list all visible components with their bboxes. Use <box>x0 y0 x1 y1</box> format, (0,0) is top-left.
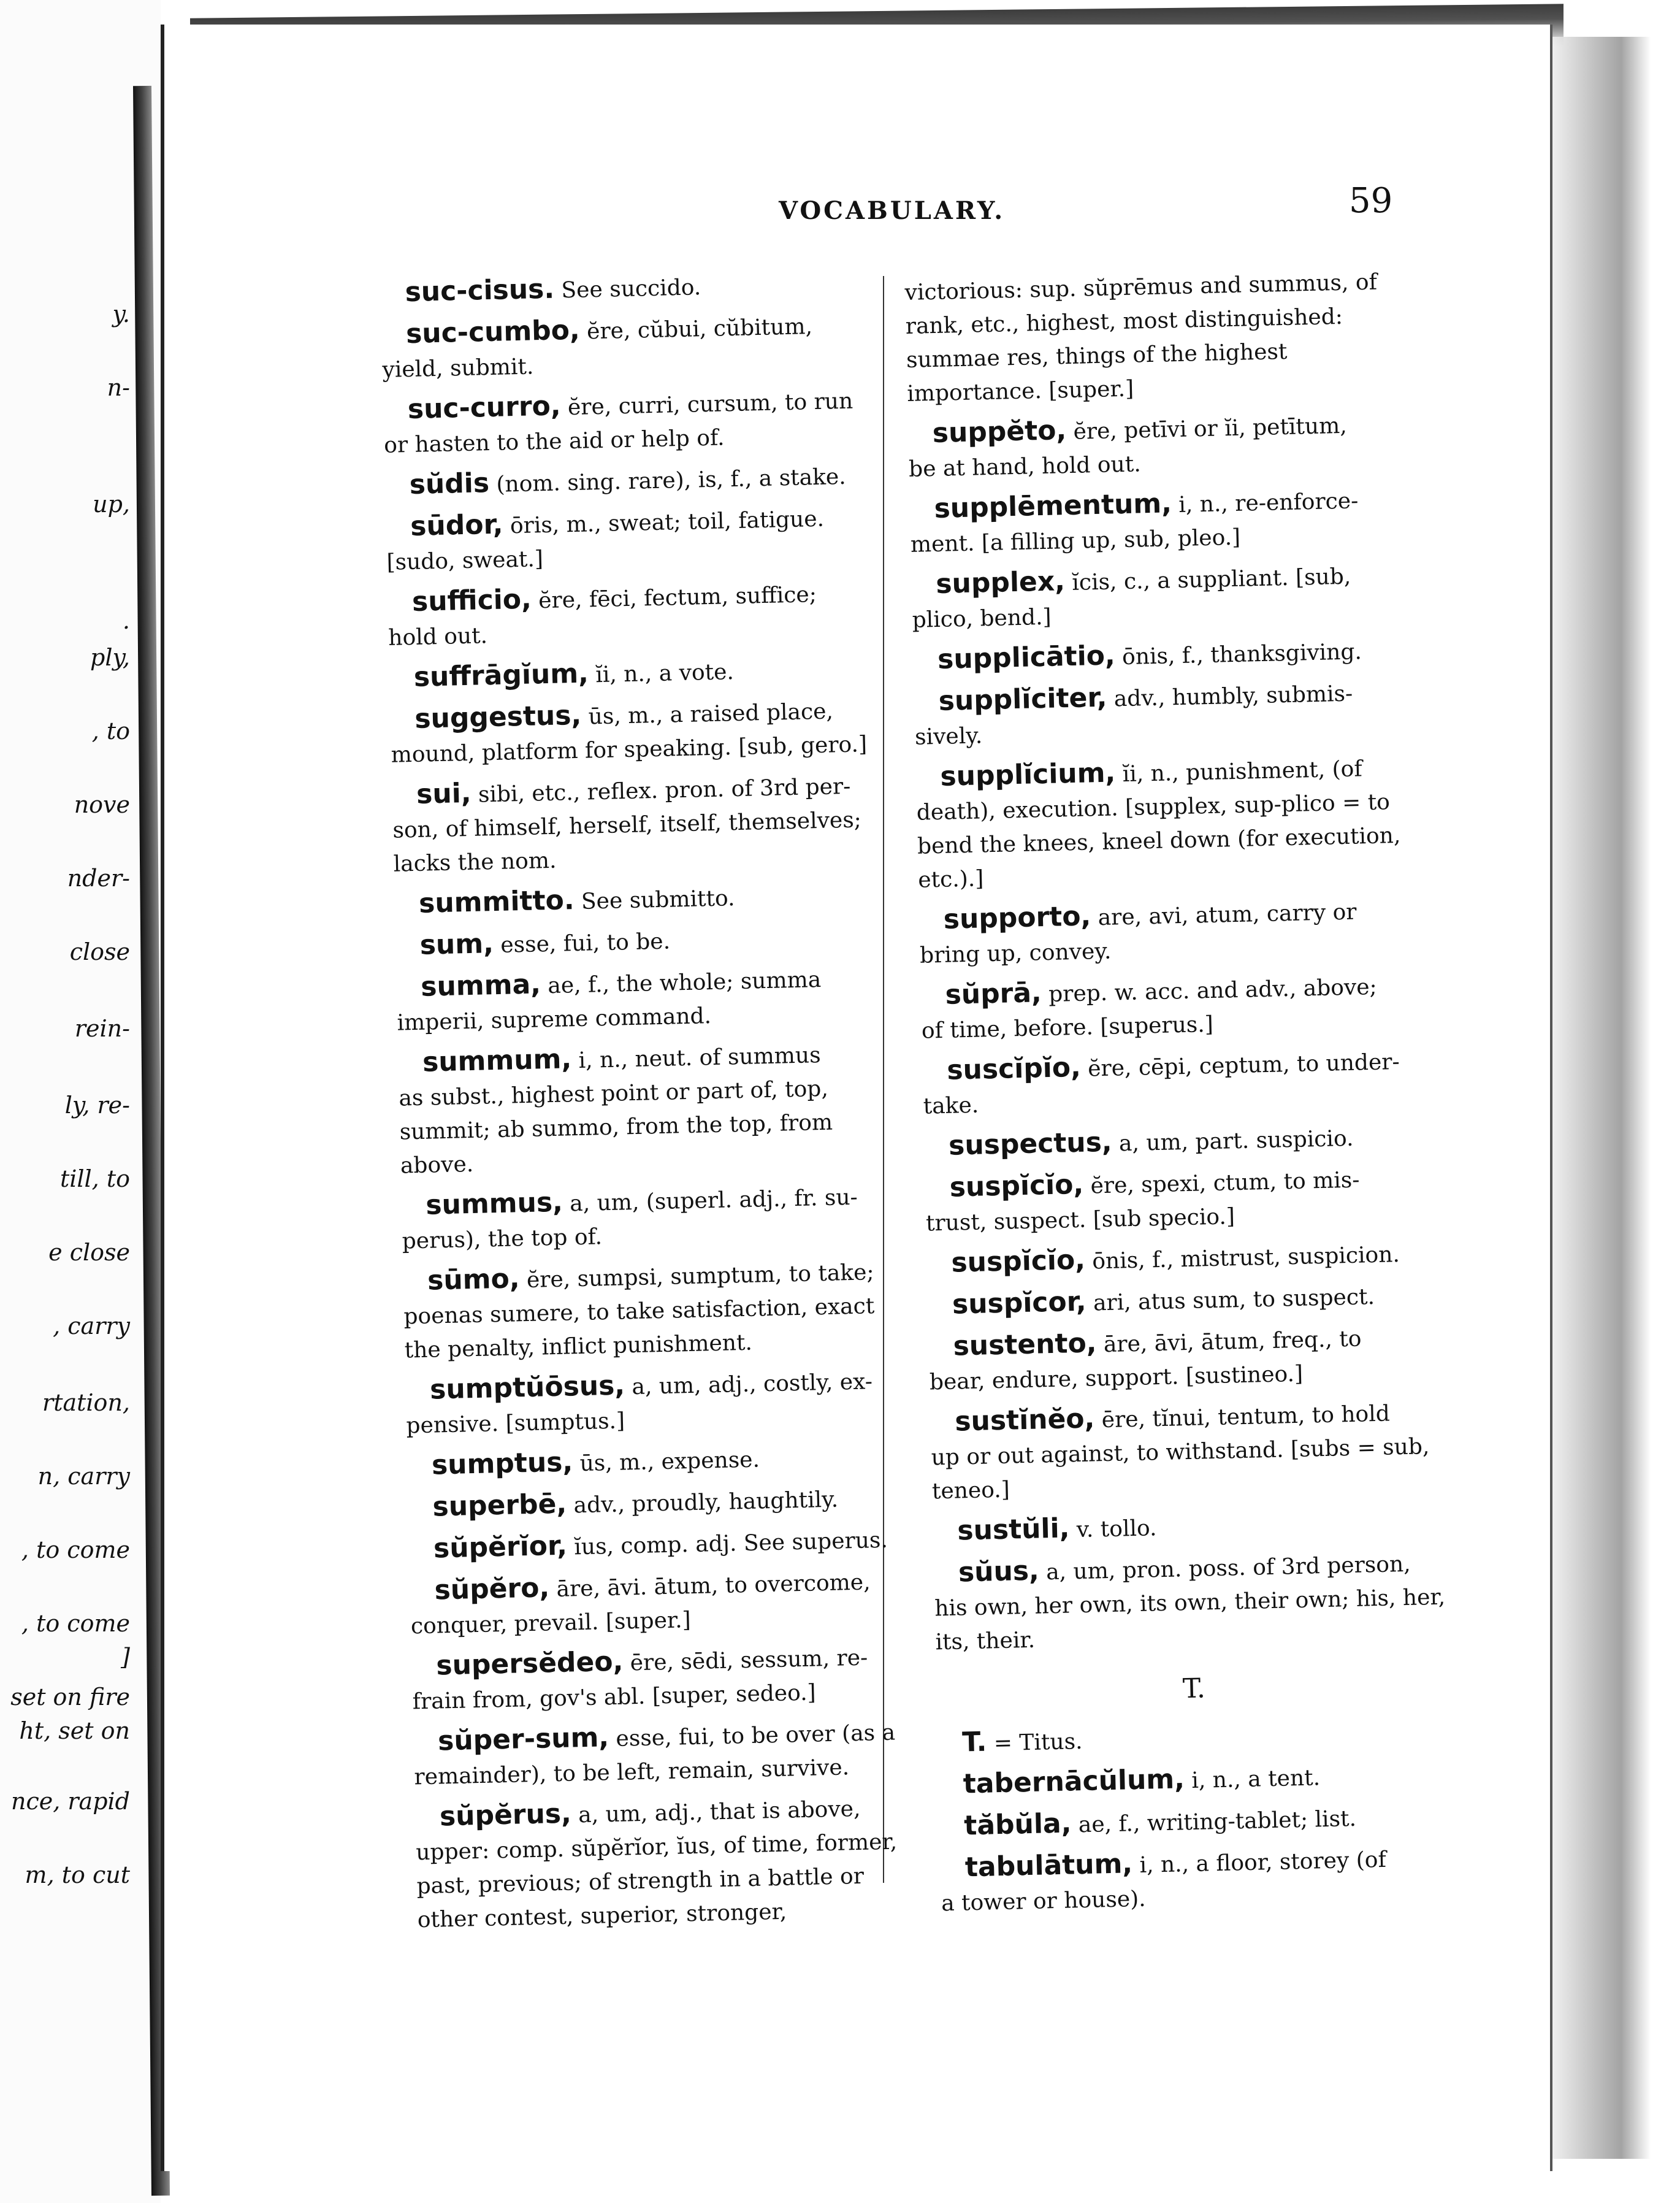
facing-text: , to come <box>21 1610 130 1637</box>
dictionary-entry <box>390 691 894 772</box>
entry-gloss: See succido. <box>554 275 701 304</box>
facing-text: nce, rapid <box>10 1788 130 1815</box>
headword: supplēmentum, <box>934 488 1172 524</box>
dictionary-entry <box>922 1043 1438 1124</box>
dictionary-entry <box>408 1521 912 1568</box>
entry-continuation: bring up, convey. <box>919 938 1112 968</box>
headword: sumptus, <box>431 1446 573 1481</box>
entry-gloss: ĕre, petīvi or ĭi, petītum, <box>1066 413 1348 445</box>
entry-first-line <box>384 457 888 504</box>
headword: sŭpĕrus, <box>439 1798 572 1833</box>
headword: suc-cisus. <box>405 273 555 308</box>
headword: suppĕto, <box>932 415 1067 450</box>
dictionary-entry <box>408 1479 911 1527</box>
entry-gloss: ĕre, cŭbui, cŭbitum, <box>579 314 813 345</box>
headword: sŭus, <box>958 1555 1040 1588</box>
facing-text: ply, <box>90 644 130 671</box>
entry-gloss: ūs, m., expense. <box>572 1447 760 1477</box>
facing-text: nove <box>74 791 130 818</box>
entry-gloss: ĭi, n., punishment, (of <box>1115 756 1363 787</box>
headword: suffrāgĭum, <box>413 657 589 693</box>
entry-continuation: a tower or house). <box>941 1886 1147 1917</box>
headword: summa, <box>420 968 541 1003</box>
entry-continuation: or hasten to the aid or help of. <box>383 425 725 458</box>
dictionary-entry <box>927 1277 1443 1324</box>
left-column <box>380 264 920 1943</box>
dictionary-entry <box>381 306 885 387</box>
entry-first-line <box>408 1521 912 1568</box>
headword: suc-curro, <box>407 390 562 426</box>
facing-text: ht, set on <box>19 1717 130 1744</box>
entry-continuation: conquer, prevail. [super.] <box>410 1607 692 1639</box>
headword: supporto, <box>943 900 1091 935</box>
headword: summus, <box>425 1186 563 1221</box>
headword: supplex, <box>935 565 1066 600</box>
entry-gloss: ūs, m., a raised place, <box>581 699 834 730</box>
headword: sūmo, <box>427 1263 521 1297</box>
headword: superbē, <box>432 1488 567 1523</box>
entry-continuation: remainder), to be left, remain, survive. <box>414 1755 850 1790</box>
entry-first-line <box>938 1756 1454 1803</box>
headword: sui, <box>416 777 472 810</box>
dictionary-entry <box>937 1714 1453 1761</box>
dictionary-entry <box>938 1756 1454 1803</box>
continued-entry <box>904 264 1422 411</box>
facing-text: rein- <box>74 1015 130 1042</box>
section-letter: T. <box>1182 1672 1206 1705</box>
headword: suspectus, <box>948 1126 1113 1162</box>
headword: sŭpĕro, <box>434 1572 550 1606</box>
entry-gloss: ĕre, fēci, fectum, suffice; <box>531 581 817 614</box>
entry-gloss: ae, f., the whole; summa <box>540 967 822 999</box>
dictionary-entry <box>909 481 1426 562</box>
dictionary-entry <box>383 381 887 462</box>
facing-text: . <box>122 607 130 634</box>
entry-continuation: hold out. <box>388 623 488 651</box>
facing-text: y. <box>112 301 130 328</box>
entry-continuation: be at hand, hold out. <box>908 451 1142 482</box>
headword: sustĭnĕo, <box>954 1403 1095 1438</box>
headword: suspĭcor, <box>952 1285 1087 1320</box>
entry-first-line <box>395 918 898 965</box>
entry-gloss: ĕre, cēpi, ceptum, to under- <box>1080 1049 1400 1082</box>
entry-first-line <box>937 1714 1453 1761</box>
headword: supplĭcium, <box>939 757 1116 792</box>
dictionary-entry <box>925 1160 1441 1241</box>
entry-continuation: pensive. [sumptus.] <box>406 1408 625 1439</box>
dictionary-entry <box>394 876 898 923</box>
entry-continuation: of time, before. [superus.] <box>921 1011 1214 1044</box>
entry-gloss: ĭi, n., a vote. <box>588 659 735 688</box>
headword: supplicātio, <box>937 640 1116 675</box>
headword: sum, <box>419 928 494 961</box>
entry-gloss: a, um, part. suspicio. <box>1112 1125 1354 1157</box>
headword: supersĕdeo, <box>435 1646 624 1682</box>
entry-gloss: sibi, etc., reflex. pron. of 3rd per- <box>471 773 851 808</box>
entry-first-line <box>933 1503 1448 1550</box>
entry-gloss: āre, āvi. ātum, to overcome, <box>549 1569 871 1603</box>
entry-first-line <box>927 1277 1443 1324</box>
facing-text: ] <box>121 1644 130 1671</box>
t-entries <box>937 1714 1457 1920</box>
dictionary-entry <box>924 1118 1440 1165</box>
entry-gloss: prep. w. acc. and adv., above; <box>1041 974 1378 1008</box>
dictionary-entry <box>395 918 898 965</box>
dictionary-entry <box>401 1178 905 1259</box>
headword: suc-cumbo, <box>405 314 581 350</box>
facing-text: nder- <box>67 865 130 892</box>
entry-gloss: ĕre, spexi, ctum, to mis- <box>1083 1167 1360 1199</box>
entry-gloss: ōnis, f., mistrust, suspicion. <box>1085 1242 1400 1274</box>
dictionary-entry <box>933 1503 1448 1550</box>
facing-text: rtation, <box>42 1389 130 1416</box>
headword: T. <box>961 1726 987 1758</box>
headword: summitto. <box>418 884 575 919</box>
dictionary-entry <box>411 1638 915 1719</box>
headword: sŭpĕrĭor, <box>433 1530 568 1565</box>
entry-first-line <box>389 649 892 697</box>
entry-gloss: a, um, (superl. adj., fr. su- <box>562 1184 858 1217</box>
headword: sustŭli, <box>956 1512 1070 1547</box>
entry-continuation: up or out against, to withstand. [subs = sub, teneo.] <box>931 1434 1430 1504</box>
dictionary-entry <box>914 673 1430 754</box>
entry-continuation: plico, bend.] <box>912 604 1052 633</box>
entry-continuation: son, of himself, herself, itself, themselves; lacks the nom. <box>392 807 862 877</box>
headword: sŭdis <box>409 467 490 500</box>
entry-gloss: ĭus, comp. adj. See superus. <box>567 1527 888 1560</box>
headword: suspĭcĭo, <box>950 1244 1086 1279</box>
entry-gloss: i, n., neut. of summus <box>571 1043 822 1074</box>
headword: tabernācŭlum, <box>963 1763 1185 1800</box>
headword: sŭprā, <box>945 977 1042 1011</box>
dictionary-entry <box>386 499 890 580</box>
entry-gloss: ae, f., writing-tablet; list. <box>1071 1806 1357 1838</box>
entry-first-line <box>926 1235 1442 1282</box>
headword: tabulātum, <box>964 1848 1133 1883</box>
entry-gloss: are, avi, atum, carry or <box>1090 899 1357 931</box>
dictionary-entry <box>405 1362 909 1443</box>
page-edge <box>1552 37 1651 2159</box>
entry-continuation: frain from, gov's abl. [super, sedeo.] <box>412 1680 817 1715</box>
facing-text: , to come <box>21 1536 130 1563</box>
dictionary-entry <box>939 1798 1455 1845</box>
dictionary-entry <box>397 1035 903 1183</box>
running-header: VOCABULARY. <box>779 196 1006 225</box>
entry-first-line <box>924 1118 1440 1165</box>
entry-gloss: i, n., a tent. <box>1184 1765 1321 1794</box>
entry-continuation: poenas sumere, to take satisfaction, exact the penalty, inflict punishment. <box>403 1293 875 1363</box>
entry-continuation: sively. <box>914 723 983 750</box>
headword: tăbŭla, <box>963 1807 1072 1842</box>
dictionary-entry <box>389 649 892 697</box>
entry-gloss: adv., humbly, submis- <box>1106 681 1353 712</box>
dictionary-entry <box>410 1563 914 1644</box>
entry-gloss: ĕre, curri, cursum, to run <box>560 388 853 421</box>
dictionary-entry <box>911 556 1427 637</box>
page-number: 59 <box>1349 181 1393 221</box>
entry-gloss: a, um, adj., costly, ex- <box>624 1369 873 1400</box>
facing-text: , carry <box>53 1312 130 1339</box>
facing-text: n, carry <box>37 1463 130 1490</box>
entry-gloss: ēre, sēdi, sessum, re- <box>622 1645 868 1676</box>
headword: sumptŭōsus, <box>429 1370 625 1406</box>
dictionary-entry <box>915 749 1434 897</box>
entry-first-line <box>407 1438 910 1485</box>
entry-continuation: trust, suspect. [sub specio.] <box>925 1204 1235 1236</box>
dictionary-entry <box>907 405 1424 486</box>
entry-continuation: take. <box>923 1092 979 1119</box>
headword: sustento, <box>953 1327 1098 1362</box>
entry-gloss: ĭcis, c., a suppliant. [sub, <box>1064 564 1351 596</box>
dictionary-entry <box>387 574 891 655</box>
entry-gloss: = Titus. <box>986 1729 1083 1757</box>
facing-text: set on fire <box>10 1684 130 1711</box>
headword: supplĭciter, <box>938 681 1107 717</box>
dictionary-entry <box>928 1319 1445 1400</box>
entry-gloss: ari, atus sum, to suspect. <box>1086 1284 1375 1316</box>
facing-text: ly, re- <box>64 1092 130 1119</box>
dictionary-entry <box>926 1235 1442 1282</box>
entry-gloss: i, n., re-enforce- <box>1171 488 1359 518</box>
entry-gloss: a, um, pron. poss. of 3rd person, <box>1039 1551 1411 1585</box>
headword: suggestus, <box>414 699 582 735</box>
entry-gloss: esse, fui, to be over (as a <box>608 1720 896 1752</box>
entry-continuation: death), execution. [supplex, sup-plico = to bend the knees, kneel down (for execution, etc.).] <box>916 789 1401 893</box>
headword: sŭper-sum, <box>437 1722 609 1757</box>
entry-continuation: [sudo, sweat.] <box>386 546 544 575</box>
entry-continuation: imperii, supreme command. <box>397 1003 712 1036</box>
facing-text: , to <box>91 718 130 745</box>
entry-first-line <box>913 632 1429 679</box>
headword: sūdor, <box>410 508 504 542</box>
entry-gloss: See submitto. <box>574 886 735 915</box>
dictionary-entry <box>913 632 1429 679</box>
dictionary-entry <box>930 1393 1448 1508</box>
headword: suscĭpĭo, <box>946 1051 1082 1086</box>
headword: summum, <box>422 1043 572 1078</box>
headword: suspĭcĭo, <box>949 1168 1084 1203</box>
dictionary-entry <box>407 1438 910 1485</box>
continued-text: victorious: sup. sŭprēmus and summus, of rank, etc., highest, most distinguished: summae res, things of the highest importance. [super.] <box>904 269 1378 407</box>
facing-text: e close <box>48 1239 130 1266</box>
entry-gloss: ōris, m., sweat; toil, fatigue. <box>503 506 825 539</box>
entry-first-line <box>408 1479 911 1527</box>
entry-gloss: ōnis, f., thanksgiving. <box>1115 639 1362 670</box>
entry-continuation: as subst., highest point or part of, top, summit; ab summo, from the top, from above. <box>398 1076 833 1179</box>
dictionary-entry <box>918 892 1435 973</box>
headword: sufficio, <box>411 583 532 618</box>
dictionary-entry <box>414 1789 920 1937</box>
entry-gloss: i, n., a floor, storey (of <box>1132 1847 1387 1879</box>
entry-continuation: yield, submit. <box>382 354 534 383</box>
facing-text: up, <box>93 491 130 518</box>
dictionary-entry <box>392 767 897 881</box>
entry-first-line <box>394 876 898 923</box>
entry-gloss: ēre, tĭnui, tentum, to hold <box>1094 1401 1391 1433</box>
entry-continuation: perus), the top of. <box>402 1224 603 1254</box>
entry-gloss: adv., proudly, haughtily. <box>566 1487 839 1519</box>
entry-gloss: āre, āvi, ātum, freq., to <box>1096 1326 1362 1358</box>
facing-text: close <box>69 938 130 965</box>
dictionary-entry <box>403 1253 908 1368</box>
entry-gloss: esse, fui, to be. <box>493 929 671 959</box>
right-column <box>904 264 1457 1926</box>
dictionary-entry <box>933 1544 1451 1659</box>
facing-text: till, to <box>59 1165 130 1192</box>
entry-continuation: mound, platform for speaking. [sub, gero.] <box>391 732 868 768</box>
facing-text: m, to cut <box>25 1861 130 1888</box>
entry-continuation: bear, endure, support. [sustineo.] <box>929 1361 1304 1395</box>
dictionary-entry <box>384 457 888 504</box>
entry-continuation: upper: comp. sŭpĕrĭor, ĭus, of time, former, past, previous; of strength in a battle or other contest, superior, stronger, <box>415 1829 898 1933</box>
entry-gloss: v. tollo. <box>1069 1515 1157 1543</box>
dictionary-entry <box>940 1839 1456 1920</box>
entry-gloss: (nom. sing. rare), is, f., a stake. <box>489 464 847 498</box>
facing-text: n- <box>107 374 130 401</box>
entry-first-line <box>939 1798 1455 1845</box>
dictionary-entry <box>413 1714 917 1795</box>
entry-gloss: a, um, adj., that is above, <box>571 1796 861 1828</box>
right-entries <box>907 405 1451 1660</box>
dictionary-entry <box>396 959 900 1040</box>
entry-gloss: ĕre, sumpsi, sumptum, to take; <box>519 1260 874 1293</box>
dictionary-entry <box>920 967 1437 1048</box>
entry-continuation: his own, her own, its own, their own; his, her, its, their. <box>934 1584 1446 1655</box>
entry-continuation: ment. [a filling up, sub, pleo.] <box>910 524 1241 557</box>
